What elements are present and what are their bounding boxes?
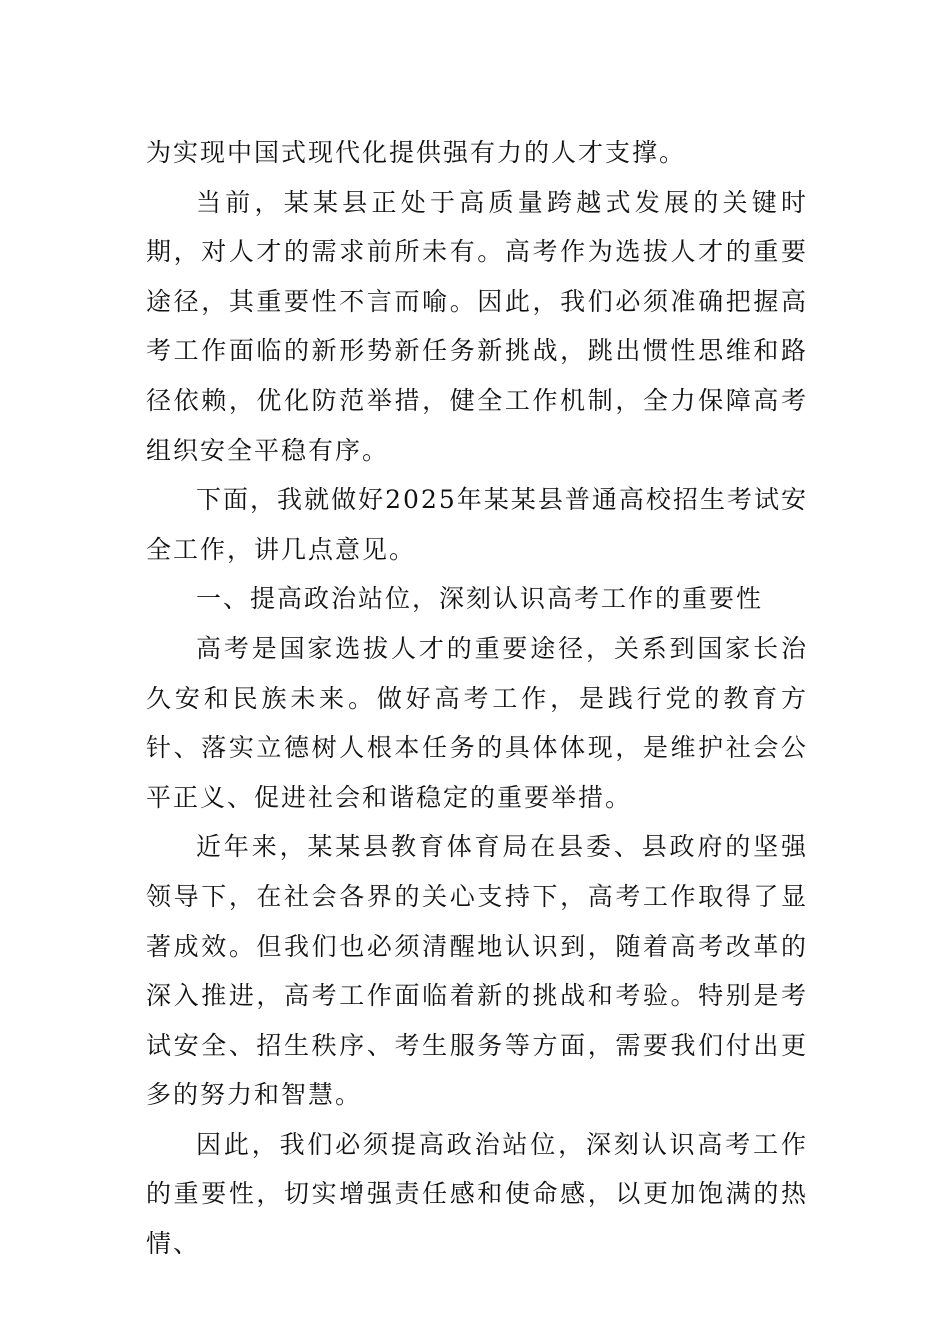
paragraph-introduction: 下面，我就做好2025年某某县普通高校招生考试安全工作，讲几点意见。 xyxy=(146,485,808,564)
paragraph-continuation: 为实现中国式现代化提供强有力的人才支撑。 xyxy=(146,138,687,167)
paragraph-recent-years: 近年来，某某县教育体育局在县委、县政府的坚强领导下，在社会各界的关心支持下，高考工作取得了显著成效。但我们也必须清醒地认识到，随着高考改革的深入推进，高考工作面临着新的挑战和考验。特别是考试安全、招生秩序、考生服务等方面，需要我们付出更多的努力和智慧。 xyxy=(146,832,808,1110)
paragraph-importance: 高考是国家选拔人才的重要途径，关系到国家长治久安和民族未来。做好高考工作，是践行党的教育方针、落实立德树人根本任务的具体体现，是维护社会公平正义、促进社会和谐稳定的重要举措。 xyxy=(146,633,808,812)
document-body xyxy=(146,128,808,1269)
paragraph-therefore: 因此，我们必须提高政治站位，深刻认识高考工作的重要性，切实增强责任感和使命感，以更加饱满的热情、 xyxy=(146,1129,808,1259)
paragraph-current-situation: 当前，某某县正处于高质量跨越式发展的关键时期，对人才的需求前所未有。高考作为选拔人才的重要途径，其重要性不言而喻。因此，我们必须准确把握高考工作面临的新形势新任务新挑战，跳出惯性思维和路径依赖，优化防范举措，健全工作机制，全力保障高考组织安全平稳有序。 xyxy=(146,187,808,465)
section-heading-1: 一、提高政治站位，深刻认识高考工作的重要性 xyxy=(196,584,764,614)
